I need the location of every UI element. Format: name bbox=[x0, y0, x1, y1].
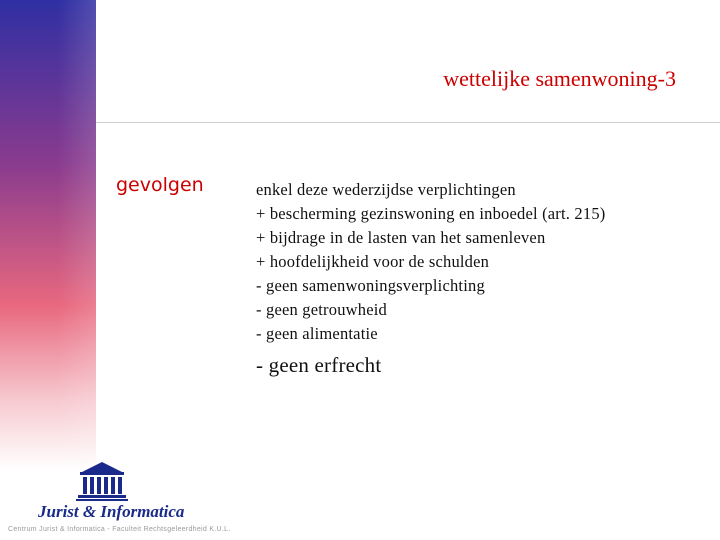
consequences-list bbox=[256, 178, 706, 380]
title-divider bbox=[96, 122, 720, 123]
footer-text: Centrum Jurist & Informatica - Faculteit Rechtsgeleerdheid K.U.L. bbox=[8, 526, 231, 533]
list-item: - geen erfrecht bbox=[256, 353, 382, 377]
logo-text: Jurist & Informatica bbox=[38, 502, 185, 521]
list-item: enkel deze wederzijdse verplichtingen bbox=[256, 180, 516, 199]
list-item: + hoofdelijkheid voor de schulden bbox=[256, 252, 490, 271]
list-item: - geen getrouwheid bbox=[256, 300, 387, 319]
list-item: + bijdrage in de lasten van het samenleven bbox=[256, 228, 546, 247]
slide-title: wettelijke samenwoning-3 bbox=[443, 66, 676, 91]
list-item: - geen alimentatie bbox=[256, 324, 378, 343]
list-item: - geen samenwoningsverplichting bbox=[256, 276, 485, 295]
list-item: + bescherming gezinswoning en inboedel (art. 215) bbox=[256, 204, 606, 223]
section-label: gevolgen bbox=[116, 174, 204, 196]
